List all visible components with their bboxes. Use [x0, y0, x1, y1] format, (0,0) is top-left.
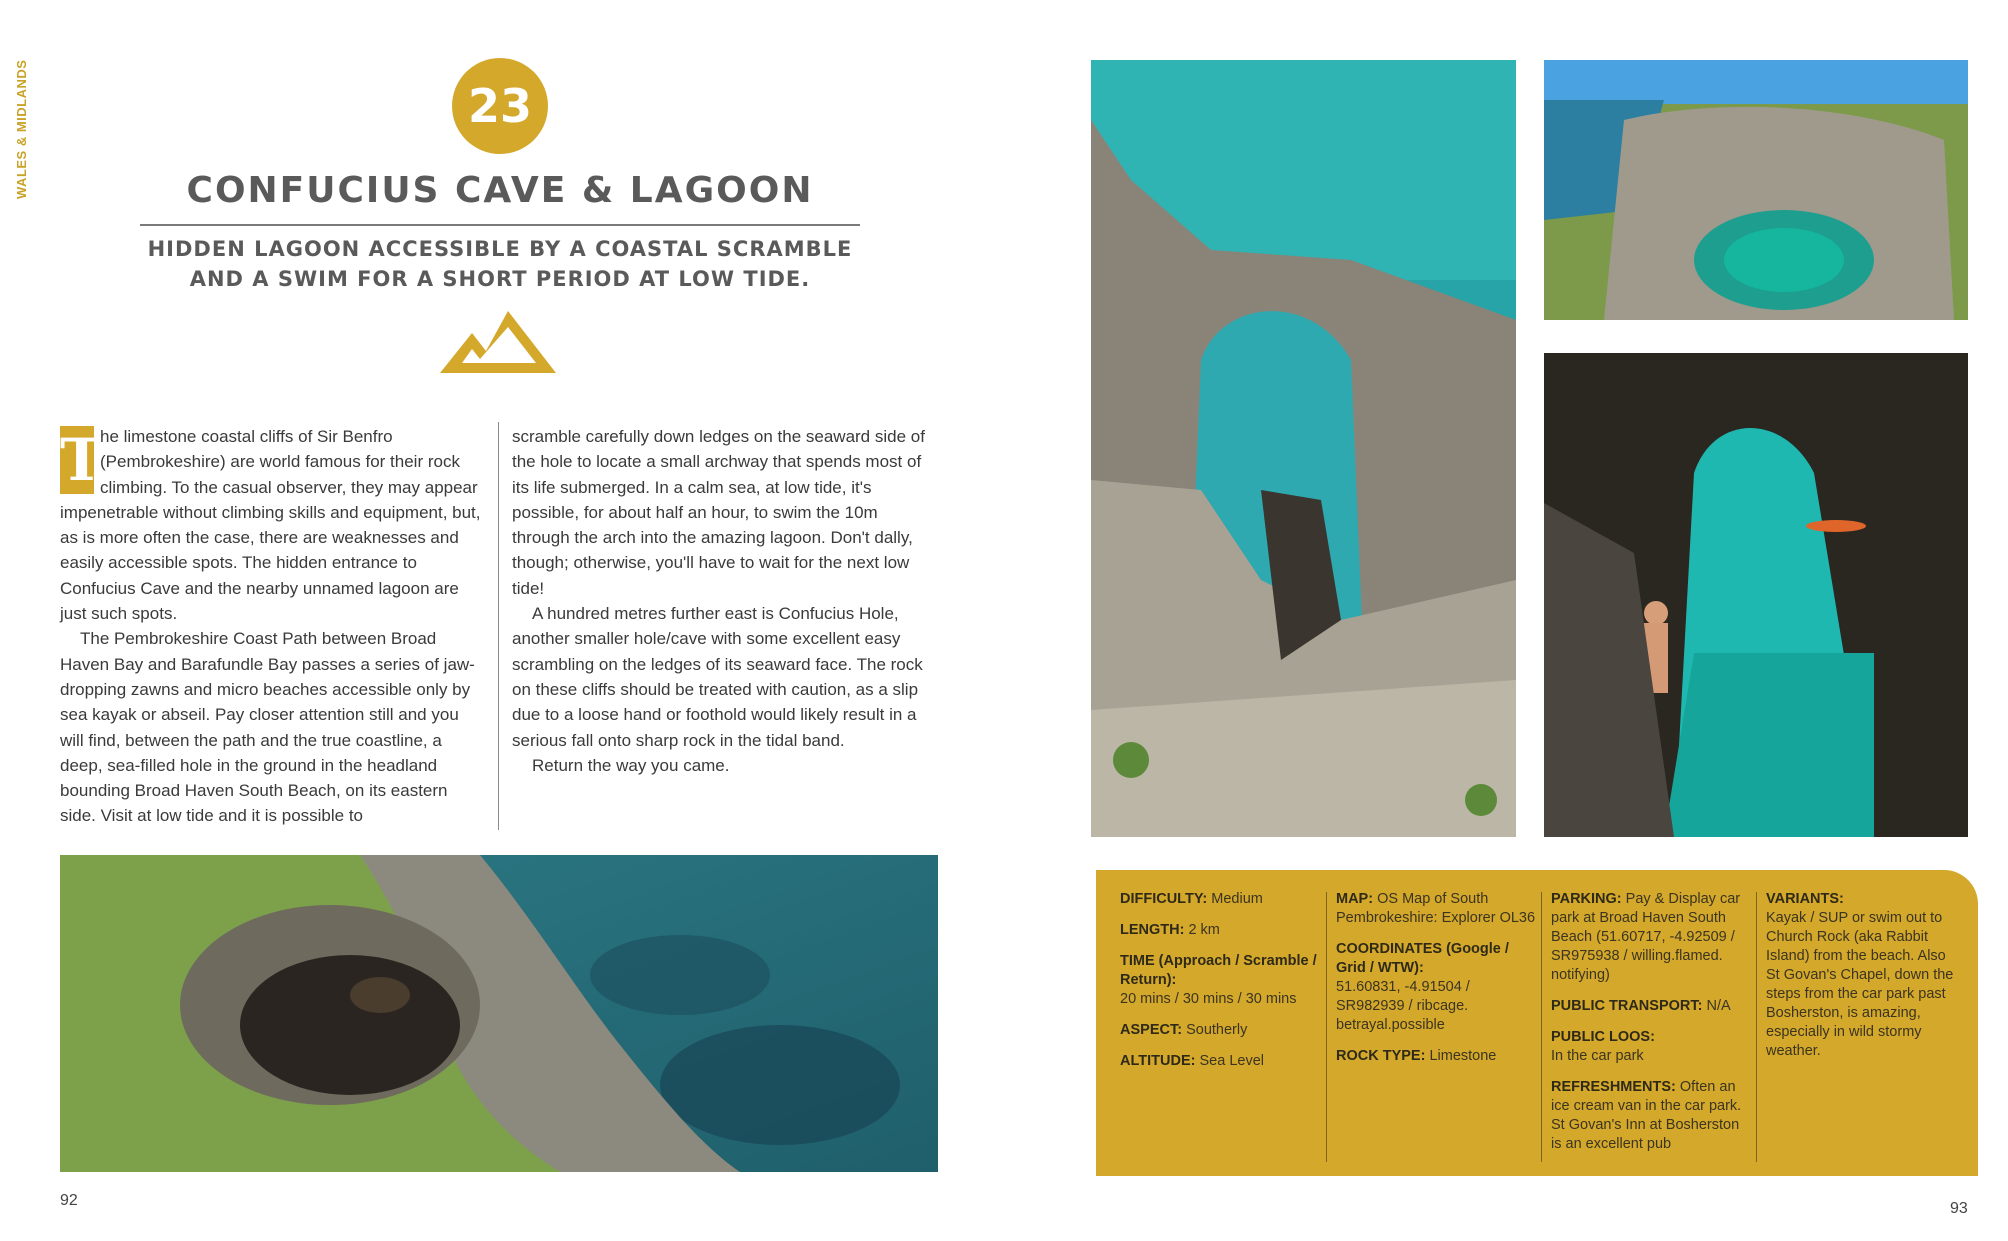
body-paragraph: scramble carefully down ledges on the seaward side of the hole to locate a small archway that spends most of its life submerged. In a calm sea, at low tide, it's possible, for about half an hour, to swim the 10m through the arch into the amazing lagoon. Don't dally, though; otherwise, you'll have to wait for the next low tide! — [512, 427, 925, 598]
length-field: LENGTH: 2 km — [1120, 922, 1220, 938]
column-divider — [498, 422, 499, 830]
body-column-2 — [512, 424, 938, 778]
rock-type-field: ROCK TYPE: Limestone — [1336, 1048, 1497, 1064]
time-field: TIME (Approach / Scramble / Return): 20 mins / 30 mins / 30 mins — [1120, 953, 1317, 1007]
variants-field: VARIANTS: Kayak / SUP or swim out to Church Rock (aka Rabbit Island) from the beach. Also St Govan's Chapel, down the steps from the car park past Bosherston, is amazing, especially in wild stormy weather. — [1766, 891, 1954, 1059]
refreshments-field: REFRESHMENTS: Often an ice cream van in the car park. St Govan's Inn at Bosherston is an excellent pub — [1551, 1079, 1742, 1152]
section-tab: WALES & MIDLANDS — [14, 60, 29, 200]
body-paragraph: The Pembrokeshire Coast Path between Broad Haven Bay and Barafundle Bay passes a series of jaw-dropping zawns and micro beaches accessible only by sea kayak or abseil. Pay closer attention still and you will find, between the path and the true coastline, a deep, sea-filled hole in the ground in the headland bounding Broad Haven South Beach, on its eastern side. Visit at low tide and it is possible to — [60, 629, 475, 826]
difficulty-field: DIFFICULTY: Medium — [1120, 891, 1263, 907]
subtitle-line-2: AND A SWIM FOR A SHORT PERIOD AT LOW TIDE. — [189, 267, 811, 291]
drop-cap: T — [60, 426, 104, 494]
page-number-left: 92 — [60, 1192, 78, 1209]
body-paragraph: A hundred metres further east is Confucius Hole, another smaller hole/cave with some excellent easy scrambling on the ledges of its seaward face. The rock on these cliffs should be treated with caution, as a slip due to a loose hand or foothold would likely result in a serious fall onto sharp rock in the tidal band. — [512, 604, 923, 750]
kayak-arch-photo — [1544, 353, 1968, 837]
body-paragraph: T he limestone coastal cliffs of Sir Benfro (Pembrokeshire) are world famous for their rock climbing. To the casual observer, they may appear impenetrable without climbing skills and equipment, but, as is more often the case, there are weaknesses and easily accessible spots. The hidden entrance to Confucius Cave and the nearby unnamed lagoon are just such spots. — [60, 426, 481, 624]
loos-field: PUBLIC LOOS: In the car park — [1551, 1029, 1655, 1064]
info-divider — [1756, 892, 1757, 1162]
page-title: CONFUCIUS CAVE & LAGOON — [186, 170, 814, 211]
info-column-3 — [1551, 890, 1746, 1166]
coordinates-field: COORDINATES (Google / Grid / WTW): 51.60831, -4.91504 / SR982939 / ribcage. betrayal.possible — [1336, 941, 1509, 1033]
page-number-right: 93 — [1950, 1200, 1968, 1217]
body-column-1 — [60, 424, 486, 829]
info-column-2 — [1336, 890, 1536, 1078]
info-column-4 — [1766, 890, 1961, 1073]
aspect-field: ASPECT: Southerly — [1120, 1022, 1248, 1038]
info-divider — [1541, 892, 1542, 1162]
aerial-photo — [60, 855, 938, 1172]
title-divider — [140, 224, 860, 226]
map-field: MAP: OS Map of South Pembrokeshire: Explorer OL36 — [1336, 891, 1536, 926]
arch-photo-large — [1091, 60, 1516, 837]
info-column-1 — [1120, 890, 1320, 1083]
body-paragraph: Return the way you came. — [532, 755, 730, 775]
mountain-icon — [440, 305, 556, 373]
route-number-badge: 23 — [452, 58, 548, 154]
info-divider — [1326, 892, 1327, 1162]
lagoon-photo-top — [1544, 60, 1968, 320]
page-subtitle — [140, 234, 860, 294]
parking-field: PARKING: Pay & Display car park at Broad Haven South Beach (51.60717, -4.92509 / SR975938 / willing.flamed. notifying) — [1551, 891, 1741, 983]
altitude-field: ALTITUDE: Sea Level — [1120, 1053, 1264, 1069]
subtitle-line-1: HIDDEN LAGOON ACCESSIBLE BY A COASTAL SCRAMBLE — [147, 237, 853, 261]
route-info-box — [1096, 870, 1978, 1176]
transport-field: PUBLIC TRANSPORT: N/A — [1551, 998, 1731, 1014]
